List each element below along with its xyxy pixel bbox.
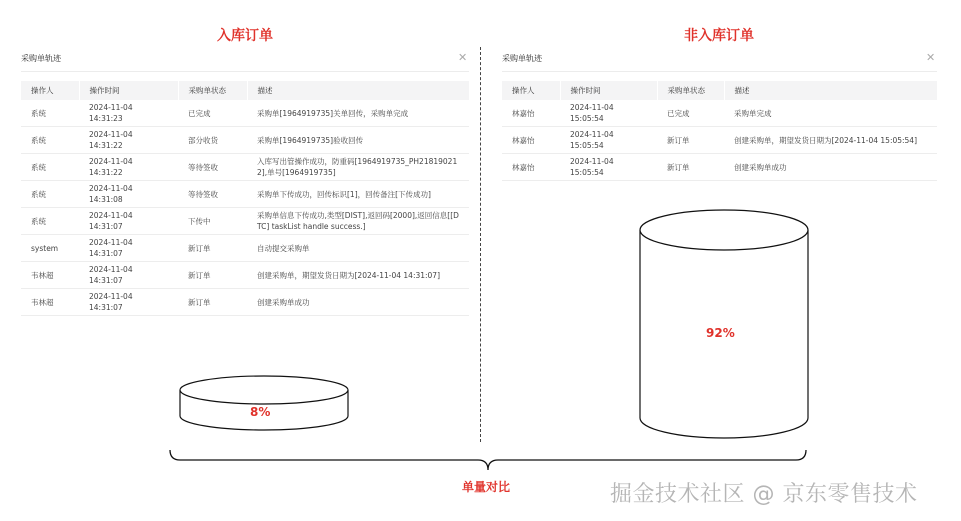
left-cylinder-top xyxy=(180,376,348,404)
cell-time: 2024-11-04 15:05:54 xyxy=(560,100,657,127)
column-header-description: 描述 xyxy=(724,81,937,100)
cell-time: 2024-11-04 14:31:23 xyxy=(79,100,178,127)
left-section-title: 入库订单 xyxy=(217,28,273,44)
column-header-operator: 操作人 xyxy=(21,81,79,100)
column-header-status: 采购单状态 xyxy=(178,81,247,100)
table-row xyxy=(502,127,937,154)
right-panel-title: 采购单轨迹 xyxy=(502,54,542,63)
cell-description: 采购单[1964919735]验收回传 xyxy=(247,127,469,154)
column-header-time: 操作时间 xyxy=(560,81,657,100)
cell-operator: 系统 xyxy=(21,181,79,208)
cell-status: 等待签收 xyxy=(178,181,247,208)
column-header-description: 描述 xyxy=(247,81,469,100)
cell-operator: 林嘉怡 xyxy=(502,154,560,181)
cell-operator: 系统 xyxy=(21,127,79,154)
table-row xyxy=(502,154,937,181)
table-row xyxy=(21,100,469,127)
close-icon[interactable]: ✕ xyxy=(458,51,468,64)
cell-operator: 韦林超 xyxy=(21,262,79,289)
table-header-row xyxy=(502,81,937,100)
table-row xyxy=(502,100,937,127)
cell-status: 新订单 xyxy=(657,127,724,154)
table-row xyxy=(21,181,469,208)
right-panel-divider xyxy=(502,71,937,72)
table-header-row xyxy=(21,81,469,100)
left-cylinder xyxy=(176,372,352,436)
cell-time: 2024-11-04 15:05:54 xyxy=(560,154,657,181)
cell-status: 新订单 xyxy=(178,235,247,262)
right-cylinder xyxy=(636,206,812,444)
cell-status: 已完成 xyxy=(178,100,247,127)
cell-description: 创建采购单，期望发货日期为[2024-11-04 15:05:54] xyxy=(724,127,937,154)
right-percent-label: 92% xyxy=(706,326,735,340)
watermark: 掘金技术社区 @ 京东零售技术 xyxy=(610,482,918,507)
cell-operator: 系统 xyxy=(21,208,79,235)
cell-operator: 林嘉怡 xyxy=(502,127,560,154)
right-section-title: 非入库订单 xyxy=(684,28,754,44)
cell-description: 创建采购单成功 xyxy=(724,154,937,181)
comparison-label: 单量对比 xyxy=(462,480,511,494)
cell-time: 2024-11-04 15:05:54 xyxy=(560,127,657,154)
cell-time: 2024-11-04 14:31:08 xyxy=(79,181,178,208)
cell-operator: 韦林超 xyxy=(21,289,79,316)
cell-description: 采购单下传成功，回传标识[1]，回传备注[下传成功] xyxy=(247,181,469,208)
cell-description: 自动提交采购单 xyxy=(247,235,469,262)
cell-description: 采购单信息下传成功,类型[DIST],返回码[2000],返回信息[[DTC] taskList handle success.] xyxy=(247,208,469,235)
cell-time: 2024-11-04 14:31:22 xyxy=(79,127,178,154)
cell-description: 创建采购单成功 xyxy=(247,289,469,316)
table-row xyxy=(21,289,469,316)
left-panel-title: 采购单轨迹 xyxy=(21,54,61,63)
cell-operator: 林嘉怡 xyxy=(502,100,560,127)
cell-status: 新订单 xyxy=(657,154,724,181)
cell-description: 创建采购单，期望发货日期为[2024-11-04 14:31:07] xyxy=(247,262,469,289)
cell-description: 入库写出管操作成功，防重码[1964919735_PH218190212],单号[1964919735] xyxy=(247,154,469,181)
cell-description: 采购单[1964919735]关单回传，采购单完成 xyxy=(247,100,469,127)
cell-status: 部分收货 xyxy=(178,127,247,154)
cell-operator: system xyxy=(21,235,79,262)
column-header-operator: 操作人 xyxy=(502,81,560,100)
table-row xyxy=(21,154,469,181)
cell-operator: 系统 xyxy=(21,154,79,181)
column-header-status: 采购单状态 xyxy=(657,81,724,100)
cell-description: 采购单完成 xyxy=(724,100,937,127)
cell-time: 2024-11-04 14:31:07 xyxy=(79,235,178,262)
right-cylinder-top xyxy=(640,210,808,250)
cell-status: 已完成 xyxy=(657,100,724,127)
cell-time: 2024-11-04 14:31:07 xyxy=(79,289,178,316)
cell-status: 新订单 xyxy=(178,262,247,289)
cell-status: 新订单 xyxy=(178,289,247,316)
table-row xyxy=(21,127,469,154)
table-row xyxy=(21,235,469,262)
cell-operator: 系统 xyxy=(21,100,79,127)
cell-status: 下传中 xyxy=(178,208,247,235)
left-percent-label: 8% xyxy=(250,405,271,419)
table-row xyxy=(21,208,469,235)
comparison-brace xyxy=(168,446,808,474)
left-panel-divider xyxy=(21,71,469,72)
column-header-time: 操作时间 xyxy=(79,81,178,100)
close-icon[interactable]: ✕ xyxy=(926,51,936,64)
cell-time: 2024-11-04 14:31:07 xyxy=(79,208,178,235)
cell-status: 等待签收 xyxy=(178,154,247,181)
table-row xyxy=(21,262,469,289)
left-tracking-table xyxy=(21,81,470,316)
center-divider xyxy=(480,47,481,442)
curly-brace-icon xyxy=(170,450,806,470)
cell-time: 2024-11-04 14:31:07 xyxy=(79,262,178,289)
cell-time: 2024-11-04 14:31:22 xyxy=(79,154,178,181)
right-tracking-table xyxy=(502,81,938,181)
